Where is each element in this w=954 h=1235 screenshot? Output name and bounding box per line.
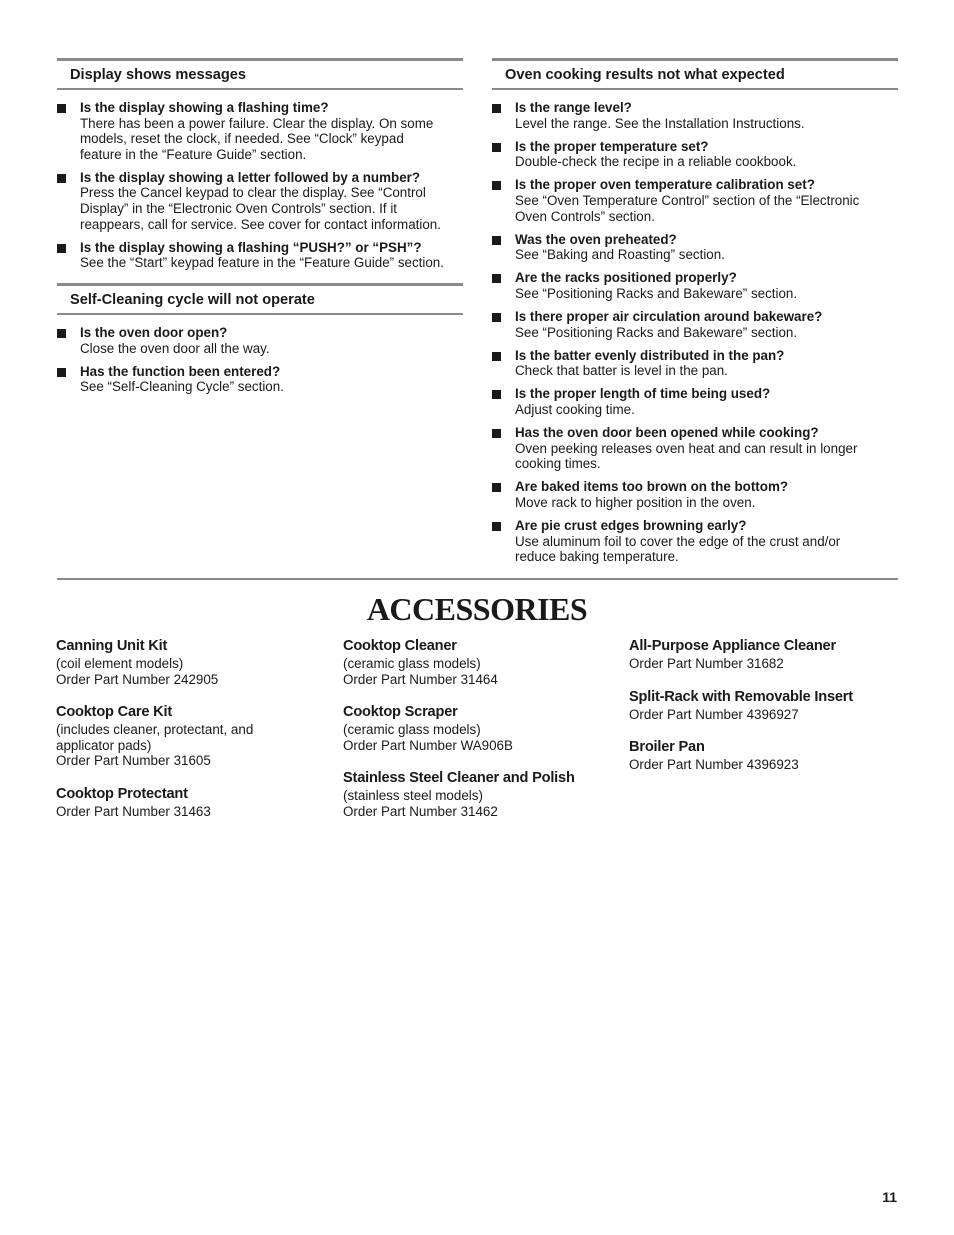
accessory-name: Broiler Pan (629, 739, 705, 756)
question-text: Is the proper length of time being used? (515, 386, 771, 402)
accessory-name: Split-Rack with Removable Insert (629, 688, 853, 705)
question-item (57, 325, 463, 356)
accessory-detail: Order Part Number 4396927 (629, 706, 799, 722)
question-list (57, 325, 463, 395)
accessory-detail: Order Part Number 31462 (343, 803, 498, 819)
accessory-item (629, 637, 904, 672)
question-text: Is the proper temperature set? (515, 138, 709, 154)
accessory-detail: applicator pads) (56, 737, 152, 753)
question-text: Has the oven door been opened while cooking? (515, 425, 819, 441)
accessory-detail: Order Part Number 31463 (56, 803, 211, 819)
accessory-item (343, 703, 618, 753)
answer-text: Double-check the recipe in a reliable cookbook. (515, 154, 797, 170)
question-text: Was the oven preheated? (515, 231, 677, 247)
question-list (492, 100, 898, 565)
answer-text: See “Oven Temperature Control” section of the “Electronic (515, 192, 860, 208)
accessories-column (343, 637, 618, 836)
question-text: Is there proper air circulation around bakeware? (515, 309, 823, 325)
question-item (492, 479, 898, 510)
answer-text: Close the oven door all the way. (80, 340, 270, 356)
answer-text: Adjust cooking time. (515, 402, 635, 417)
question-text: Is the display showing a letter followed by a number? (80, 169, 421, 185)
question-text: Are pie crust edges browning early? (515, 518, 747, 534)
question-item (492, 425, 898, 472)
question-item (492, 386, 898, 417)
answer-text: models, reset the clock, if needed. See “Clock” keypad (80, 131, 404, 147)
question-item (492, 232, 898, 263)
question-text: Are baked items too brown on the bottom? (515, 479, 789, 495)
accessory-item (56, 637, 331, 687)
section-divider (57, 578, 898, 580)
troubleshooting-left-column (57, 58, 463, 402)
answer-text: reduce baking temperature. (515, 549, 679, 565)
question-item (492, 139, 898, 170)
accessory-detail: (stainless steel models) (343, 788, 483, 804)
accessory-detail: Order Part Number 4396923 (629, 757, 799, 773)
accessories-title: ACCESSORIES (366, 591, 588, 627)
page-number: 11 (882, 1189, 897, 1205)
accessory-detail: (ceramic glass models) (343, 656, 481, 671)
section-heading: Display shows messages (57, 58, 463, 90)
accessory-detail: Order Part Number 31464 (343, 671, 498, 687)
question-item (492, 270, 898, 301)
question-item (492, 177, 898, 224)
accessory-detail: (includes cleaner, protectant, and (56, 722, 254, 738)
answer-text: Display” in the “Electronic Oven Controls” section. If it (80, 201, 398, 217)
answer-text: reappears, call for service. See cover for contact information. (80, 216, 441, 232)
question-item (492, 309, 898, 340)
answer-text: Check that batter is level in the pan. (515, 363, 728, 379)
question-text: Are the racks positioned properly? (515, 270, 737, 286)
question-text: Is the proper oven temperature calibration set? (515, 177, 815, 193)
accessory-item (343, 637, 618, 687)
accessory-item (629, 738, 904, 773)
question-item (57, 100, 463, 162)
accessories-column (629, 637, 904, 789)
question-text: Is the batter evenly distributed in the pan? (515, 347, 785, 363)
question-text: Is the display showing a flashing time? (80, 100, 329, 115)
accessory-item (629, 688, 904, 723)
question-item (57, 364, 463, 395)
accessory-name: All-Purpose Appliance Cleaner (629, 638, 836, 654)
answer-text: See “Baking and Roasting” section. (515, 247, 725, 263)
accessory-item (56, 703, 331, 769)
question-text: Is the display showing a flashing “PUSH?” or “PSH”? (80, 239, 422, 255)
answer-text: feature in the “Feature Guide” section. (80, 146, 307, 162)
accessory-detail: (ceramic glass models) (343, 722, 481, 738)
question-text: Is the oven door open? (80, 324, 228, 340)
question-item (492, 518, 898, 565)
accessory-item (343, 769, 618, 819)
answer-text: See the “Start” keypad feature in the “Feature Guide” section. (80, 255, 444, 271)
section-heading: Self-Cleaning cycle will not operate (57, 283, 463, 315)
accessory-name: Cooktop Cleaner (343, 638, 457, 654)
accessory-item (56, 785, 331, 820)
answer-text: See “Self-Cleaning Cycle” section. (80, 379, 284, 395)
section-heading: Oven cooking results not what expected (492, 58, 898, 90)
accessory-detail: (coil element models) (56, 656, 184, 671)
accessory-name: Stainless Steel Cleaner and Polish (343, 770, 575, 787)
answer-text: cooking times. (515, 456, 601, 472)
accessory-detail: Order Part Number 31682 (629, 656, 784, 671)
answer-text: See “Positioning Racks and Bakeware” section. (515, 324, 798, 340)
question-text: Has the function been entered? (80, 363, 281, 379)
question-item (57, 170, 463, 232)
accessories-column (56, 637, 331, 836)
question-item (492, 348, 898, 379)
accessory-name: Canning Unit Kit (56, 638, 168, 654)
question-list (57, 100, 463, 271)
answer-text: See “Positioning Racks and Bakeware” section. (515, 285, 798, 301)
answer-text: Use aluminum foil to cover the edge of the crust and/or (515, 533, 841, 549)
accessory-detail: Order Part Number 242905 (56, 671, 219, 687)
accessory-name: Cooktop Scraper (343, 704, 458, 721)
question-item (57, 240, 463, 271)
accessory-name: Cooktop Protectant (56, 785, 188, 802)
troubleshooting-right-column (492, 58, 898, 572)
answer-text: Oven Controls” section. (515, 208, 655, 224)
answer-text: Oven peeking releases oven heat and can result in longer (515, 440, 858, 456)
accessory-detail: Order Part Number WA906B (343, 737, 513, 753)
accessory-detail: Order Part Number 31605 (56, 753, 211, 769)
answer-text: Move rack to higher position in the oven. (515, 494, 756, 510)
question-item (492, 100, 898, 131)
question-text: Is the range level? (515, 100, 632, 115)
answer-text: Level the range. See the Installation Instructions. (515, 115, 805, 131)
answer-text: Press the Cancel keypad to clear the display. See “Control (80, 185, 426, 201)
answer-text: There has been a power failure. Clear the display. On some (80, 115, 434, 131)
accessory-name: Cooktop Care Kit (56, 704, 172, 721)
